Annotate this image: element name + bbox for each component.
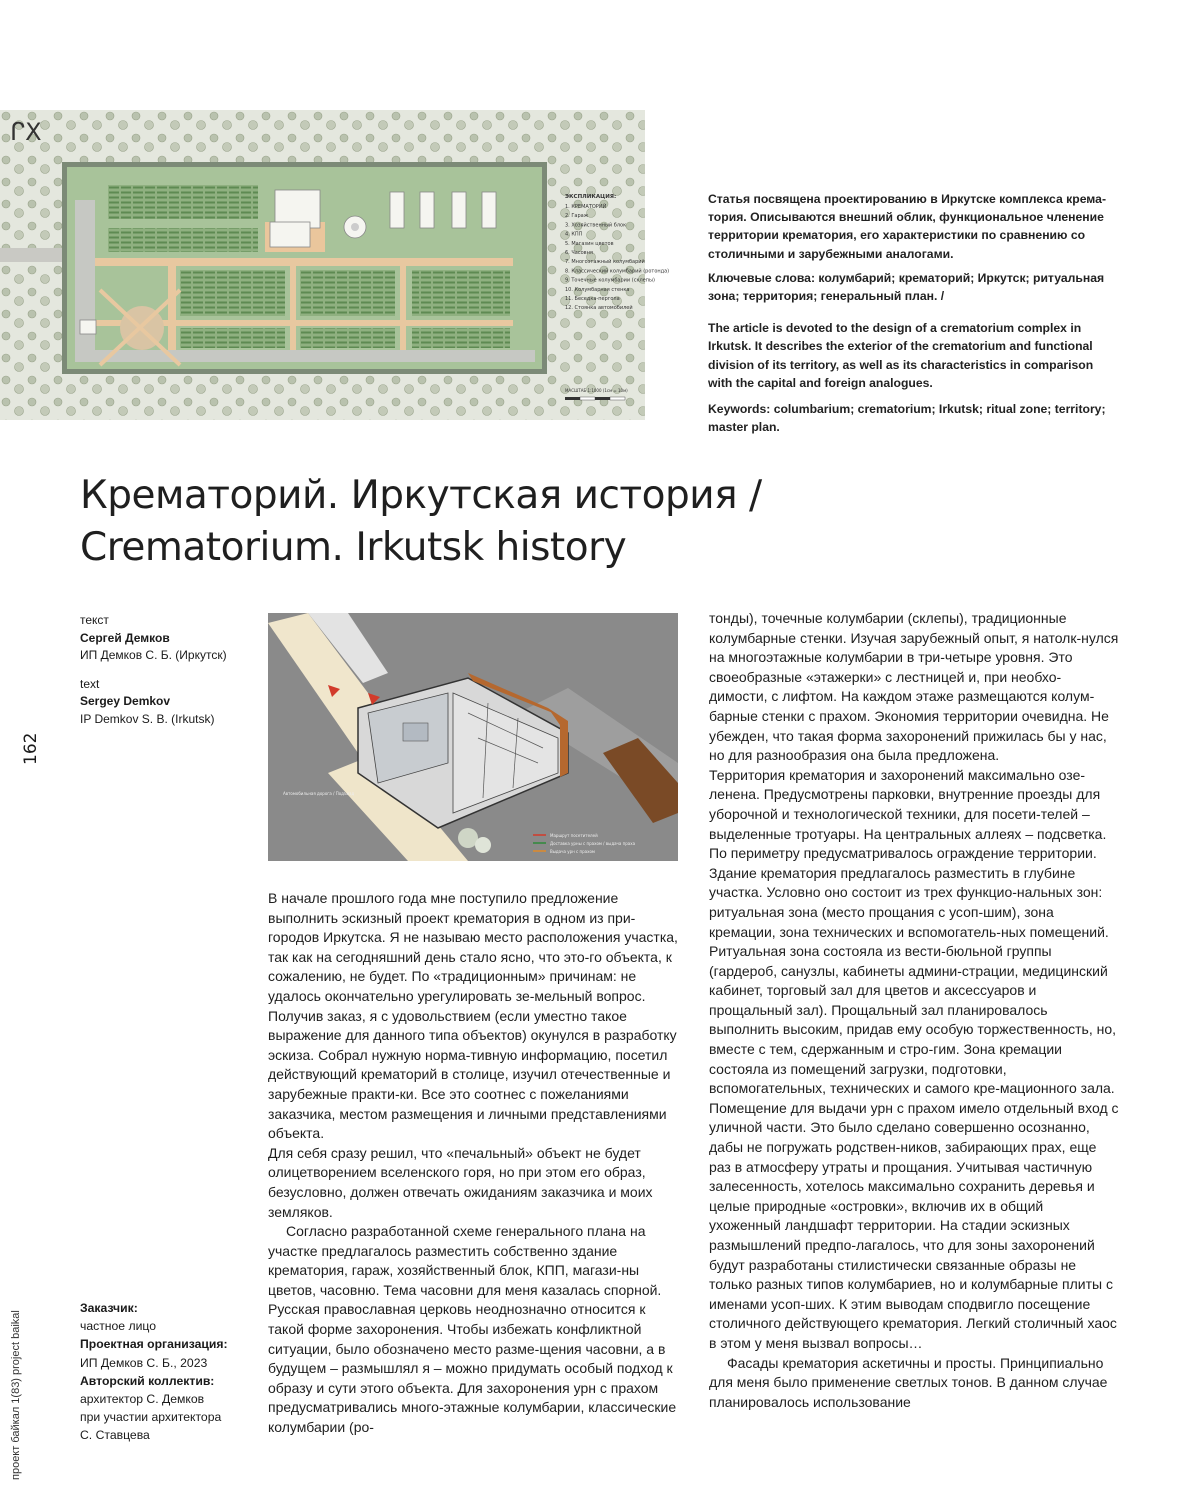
paragraph: Согласно разработанной схеме генерального плана на участке предлагалось разместить собственно здание крематория, гараж, хозяйственный блок, КПП, магази-ны цветов, часовню. Тема часовни для меня казалась спорной. Русская православная церковь неоднозначно относится к такой форме захоронения. Чтобы избежать конфликтной ситуации, было обозначено место разме-щения часовни, а в будущем – размышлял я – можно придумать особый подход к образу и сути этого объекта. Для захоронения урн с прахом предусматривались много-этажные колумбарии, классические колумбарии (ро-: [268, 1223, 677, 1436]
journal-running-head: [10, 1280, 30, 1480]
journal-running-head-text: проект байкал 1(83) project baikal: [10, 1310, 22, 1480]
abstract-ru: Статья посвящена проектированию в Иркутске комплекса крема-тория. Описываются внешний облик, функциональное членение территории крематория, его характеристики по сравнению со столичными и зарубежными аналогами.: [708, 192, 1106, 261]
legend-item: 6. Часовня: [565, 250, 593, 256]
legend-item: 5. Магазин цветов: [565, 240, 614, 247]
scale-label: МАСШТАБ 1:1000 (1см = 10м): [565, 388, 628, 393]
site-plan-drawing: [0, 110, 670, 420]
legend-item: 7. Многоэтажный колумбарий: [565, 259, 645, 266]
illustration-legend-item-3: Выдача урн с прахом: [550, 849, 595, 854]
project-info: [80, 1299, 265, 1445]
abstract-en: The article is devoted to the design of a crematorium complex in Irkutsk. It describes the exterior of the crematorium and functional division of its territory, as well as its characteristics in comparison with the capital and foreign analogues.: [708, 321, 1094, 390]
credit-ru-label: текст: [80, 613, 109, 627]
abstract-en-keywords: Keywords: columbarium; crematorium; Irkutsk; ritual zone; territory; master plan.: [708, 402, 1106, 435]
author-credits: [80, 612, 260, 729]
illustration-legend-item-2: Доставка урны с прахом / выдача праха: [550, 841, 636, 846]
paragraph: тонды), точечные колумбарии (склепы), традиционные колумбарные стенки. Изучая зарубежный опыт, я натолк-нулся на многоэтажные колумбарии в три-четыре уровня. Это своеобразные «этажерки» с лестницей и, при необхо-димости, с лифтом. На каждом этаже размещаются колум-барные стенки с прахом. Экономия территории очевидна. Не убежден, что такая форма захоронений прижилась бы у нас, но для разнообразия она была предложена.: [709, 610, 1119, 764]
article-title-line-2: Crematorium. Irkutsk history: [80, 525, 627, 570]
team-line-1: архитектор С. Демков: [80, 1392, 205, 1407]
north-arrow-icon: ᒋX: [10, 118, 42, 146]
page-number-text: 162: [21, 732, 41, 765]
building-axonometric-image: [268, 613, 678, 861]
legend-item: 12. Стоянка автомобилей: [565, 305, 633, 312]
legend-item: 9. Точечные колумбарии (склепы): [565, 277, 655, 284]
client-value: частное лицо: [80, 1319, 157, 1334]
site-plan-image: [0, 110, 670, 420]
legend-item: 8. Классический колумбарий (ротонда): [565, 268, 670, 275]
credit-en-label: text: [80, 676, 100, 691]
credit-ru-affiliation: ИП Демков С. Б. (Иркутск): [80, 648, 227, 663]
paragraph: Для себя сразу решил, что «печальный» объект не будет олицетворением вселенского горя, но при этом его образ, безусловно, должен отвечать ожиданиям заказчика и моих земляков.: [268, 1144, 653, 1220]
credit-ru-author: Сергей Демков: [80, 630, 170, 645]
legend-item: 3. Хозяйственный блок: [565, 222, 627, 229]
scale-bar: [565, 397, 625, 400]
legend-item: 1. КРЕМАТОРИЙ: [565, 204, 607, 210]
body-column-2: [709, 609, 1119, 1412]
body-column-1: [268, 889, 682, 1438]
organization-value: ИП Демков С. Б., 2023: [80, 1355, 208, 1370]
paragraph: В начале прошлого года мне поступило предложение выполнить эскизный проект крематория в одном из при-городов Иркутска. Я не называю место расположения участка, так как на сегодняшний день стало ясно, что это-го объекта, к сожалению, не будет. По «традиционным» причинам: не удалось окончательно урегулировать зе-мельный вопрос. Получив заказ, я с удовольствием (если уместно такое выражение для данного типа объектов) окунулся в разработку эскиза. Собрал нужную норма-тивную информацию, посетил действующий крематорий в столице, изучил отечественные и зарубежные практи-ки. Все это соотнес с пожеланиями заказчика, местом размещения и личными представлениями объекта.: [268, 890, 678, 1142]
article-title-line-1: Крематорий. Иркутская история /: [80, 473, 762, 518]
road-label: Автомобильная дорога / Подъезд: [283, 791, 355, 796]
paragraph: Территория крематория и захоронений максимально озе-ленена. Предусмотрены парковки, внутренние проезды для уборочной и технологической техники, для посети-телей – выделенные тротуары. На центральных аллеях – подсветка. По периметру предусматривалось ограждение территории. Здание крематория предлагалось разместить в глубине участка. Условно оно состоит из трех функцио-нальных зон: ритуальная зона (место прощания с усоп-шим), зона кремации, зона технических и вспомогатель-ных помещений. Ритуальная зона состояла из вести-бюльной группы (гардероб, санузлы, кабинеты админи-страции, медицинский кабинет, торговый зал для цветов и аксессуаров и прощальный зал). Прощальный зал планировалось выполнить высоким, придав ему особую торжественность, но, вместе с тем, сдержанным и стро-гим. Зона кремации состояла из помещений загрузки, подготовки, вспомогательных, технических и самого кре-мационного зала. Помещение для выдачи урн с прахом имело отдельный вход с уличной части. Это было сделано совершенно осознанно, дабы не погружать родствен-ников, забирающих прах, еще раз в атмосферу утраты и прощания. Учитывая частичную залесенность, хотелось максимально сохранить деревья и целые природные «островки», включив их в общий ухоженный ландшафт территории. На стадии эскизных размышлений предпо-лагалось, что для зоны захоронений будут разработаны стилистически связанные образы не только разных типов колумбариев, но и колумбарные плиты с именами усоп-ших. К этим выводам сподвигло посещение столичного действующего крематория. Легкий столичный хаос в этом у меня вызвал вопросы…: [709, 766, 1119, 1351]
article-title: [80, 470, 980, 574]
legend-title: ЭКСПЛИКАЦИЯ:: [565, 194, 617, 200]
credit-en-affiliation: IP Demkov S. B. (Irkutsk): [80, 711, 215, 726]
client-label: Заказчик:: [80, 1301, 138, 1315]
abstract: [708, 190, 1108, 436]
legend-item: 4. КПП: [565, 231, 583, 238]
abstract-ru-keywords: Ключевые слова: колумбарий; крематорий; Иркутск; ритуальная зона; территория; генеральный план. /: [708, 270, 1105, 304]
illustration-legend-item-1: Маршрут посетителей: [550, 833, 598, 838]
axonometric-drawing: [268, 613, 678, 861]
credit-en-author: Sergey Demkov: [80, 694, 171, 709]
page-number: [21, 729, 53, 769]
paragraph: Фасады крематория аскетичны и просты. Принципиально для меня было применение светлых тонов. В данном случае планировалось использование: [709, 1354, 1108, 1410]
legend-item: 10. Колумбарная стенка: [565, 286, 630, 293]
legend-item: 2. Гараж: [565, 213, 589, 220]
legend-item: 11. Беседка-пергола: [565, 296, 620, 302]
team-label: Авторский коллектив:: [80, 1373, 215, 1388]
team-line-3: С. Ставцева: [80, 1428, 150, 1443]
team-line-2: при участии архитектора: [80, 1410, 222, 1425]
organization-label: Проектная организация:: [80, 1337, 228, 1352]
